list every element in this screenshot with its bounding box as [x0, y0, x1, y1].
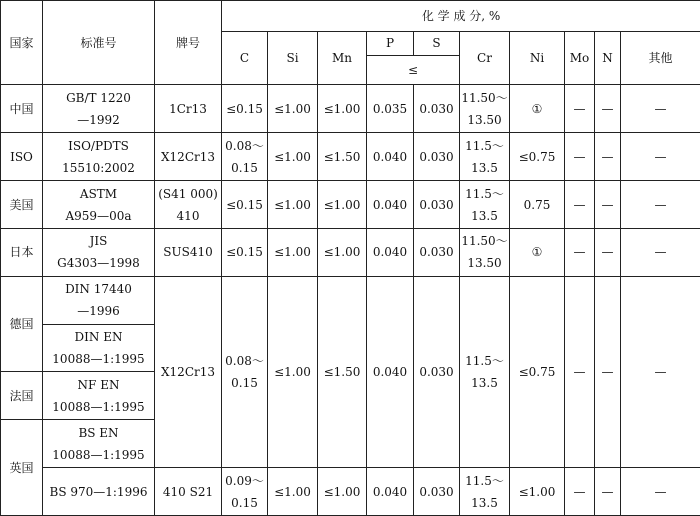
cell-c: ≤0.15: [222, 181, 268, 229]
cell-standard: GB/T 1220 —1992: [43, 85, 155, 133]
cell-c: ≤0.15: [222, 85, 268, 133]
header-le: ≤: [367, 55, 460, 85]
cell-country: 法国: [1, 372, 43, 420]
cell-cr: 11.50～ 13.50: [460, 228, 510, 276]
cell-si: ≤1.00: [268, 468, 318, 516]
cell-mo: —: [565, 85, 595, 133]
cell-standard: JIS G4303—1998: [43, 228, 155, 276]
cell-other: —: [621, 85, 700, 133]
cell-n: —: [595, 228, 621, 276]
cell-si: ≤1.00: [268, 276, 318, 467]
header-other: 其他: [621, 31, 700, 85]
header-country: 国家: [1, 1, 43, 85]
cell-grade: 1Cr13: [155, 85, 222, 133]
cell-mn: ≤1.50: [318, 133, 367, 181]
cell-country: 德国: [1, 276, 43, 372]
cell-mo: —: [565, 228, 595, 276]
cell-si: ≤1.00: [268, 181, 318, 229]
cell-cr: 11.5～ 13.5: [460, 276, 510, 467]
cell-si: ≤1.00: [268, 85, 318, 133]
cell-grade: 410 S21: [155, 468, 222, 516]
cell-grade: X12Cr13: [155, 276, 222, 467]
cell-n: —: [595, 276, 621, 467]
cell-s: 0.030: [414, 228, 460, 276]
cell-grade: (S41 000) 410: [155, 181, 222, 229]
cell-s: 0.030: [414, 85, 460, 133]
header-row-1: [1, 1, 700, 32]
cell-ni: 0.75: [510, 181, 565, 229]
cell-standard: BS 970—1:1996: [43, 468, 155, 516]
cell-ni: ≤0.75: [510, 133, 565, 181]
table-row: [1, 181, 700, 229]
header-c: C: [222, 31, 268, 85]
table-row: [1, 228, 700, 276]
cell-si: ≤1.00: [268, 228, 318, 276]
header-ni: Ni: [510, 31, 565, 85]
cell-standard: BS EN 10088—1:1995: [43, 420, 155, 468]
header-n: N: [595, 31, 621, 85]
table-row: [1, 276, 700, 324]
cell-cr: 11.5～ 13.5: [460, 468, 510, 516]
cell-standard: DIN 17440 —1996: [43, 276, 155, 324]
cell-grade: SUS410: [155, 228, 222, 276]
cell-p: 0.040: [367, 468, 414, 516]
header-grade: 牌号: [155, 1, 222, 85]
cell-country: 日本: [1, 228, 43, 276]
cell-s: 0.030: [414, 468, 460, 516]
header-p: P: [367, 31, 414, 55]
header-mn: Mn: [318, 31, 367, 85]
cell-country: ISO: [1, 133, 43, 181]
cell-ni: ①: [510, 85, 565, 133]
header-s: S: [414, 31, 460, 55]
cell-standard: ASTM A959—00a: [43, 181, 155, 229]
header-cr: Cr: [460, 31, 510, 85]
cell-country: 英国: [1, 420, 43, 516]
table-row: [1, 133, 700, 181]
cell-n: —: [595, 468, 621, 516]
cell-cr: 11.50～ 13.50: [460, 85, 510, 133]
cell-cr: 11.5～ 13.5: [460, 181, 510, 229]
cell-c: 0.08～ 0.15: [222, 133, 268, 181]
cell-s: 0.030: [414, 181, 460, 229]
cell-mn: ≤1.00: [318, 228, 367, 276]
cell-ni: ①: [510, 228, 565, 276]
cell-country: 中国: [1, 85, 43, 133]
cell-standard: NF EN 10088—1:1995: [43, 372, 155, 420]
cell-standard: DIN EN 10088—1:1995: [43, 324, 155, 372]
cell-p: 0.035: [367, 85, 414, 133]
cell-mo: —: [565, 133, 595, 181]
cell-mn: ≤1.00: [318, 468, 367, 516]
cell-s: 0.030: [414, 133, 460, 181]
header-composition: 化 学 成 分, %: [222, 1, 700, 32]
cell-c: ≤0.15: [222, 228, 268, 276]
table-row: [1, 468, 700, 516]
cell-mn: ≤1.00: [318, 85, 367, 133]
cell-standard: ISO/PDTS 15510:2002: [43, 133, 155, 181]
cell-mo: —: [565, 181, 595, 229]
cell-p: 0.040: [367, 228, 414, 276]
cell-country: 美国: [1, 181, 43, 229]
cell-n: —: [595, 181, 621, 229]
cell-other: —: [621, 133, 700, 181]
cell-c: 0.08～ 0.15: [222, 276, 268, 467]
cell-mn: ≤1.50: [318, 276, 367, 467]
cell-p: 0.040: [367, 133, 414, 181]
table-row: [1, 85, 700, 133]
cell-other: —: [621, 468, 700, 516]
cell-cr: 11.5～ 13.5: [460, 133, 510, 181]
cell-ni: ≤0.75: [510, 276, 565, 467]
cell-ni: ≤1.00: [510, 468, 565, 516]
cell-n: —: [595, 85, 621, 133]
cell-grade: X12Cr13: [155, 133, 222, 181]
cell-mo: —: [565, 468, 595, 516]
cell-mo: —: [565, 276, 595, 467]
cell-other: —: [621, 276, 700, 467]
header-mo: Mo: [565, 31, 595, 85]
cell-other: —: [621, 181, 700, 229]
header-standard: 标准号: [43, 1, 155, 85]
cell-mn: ≤1.00: [318, 181, 367, 229]
header-si: Si: [268, 31, 318, 85]
cell-si: ≤1.00: [268, 133, 318, 181]
cell-s: 0.030: [414, 276, 460, 467]
cell-c: 0.09～ 0.15: [222, 468, 268, 516]
cell-p: 0.040: [367, 181, 414, 229]
cell-other: —: [621, 228, 700, 276]
cell-n: —: [595, 133, 621, 181]
cell-p: 0.040: [367, 276, 414, 467]
